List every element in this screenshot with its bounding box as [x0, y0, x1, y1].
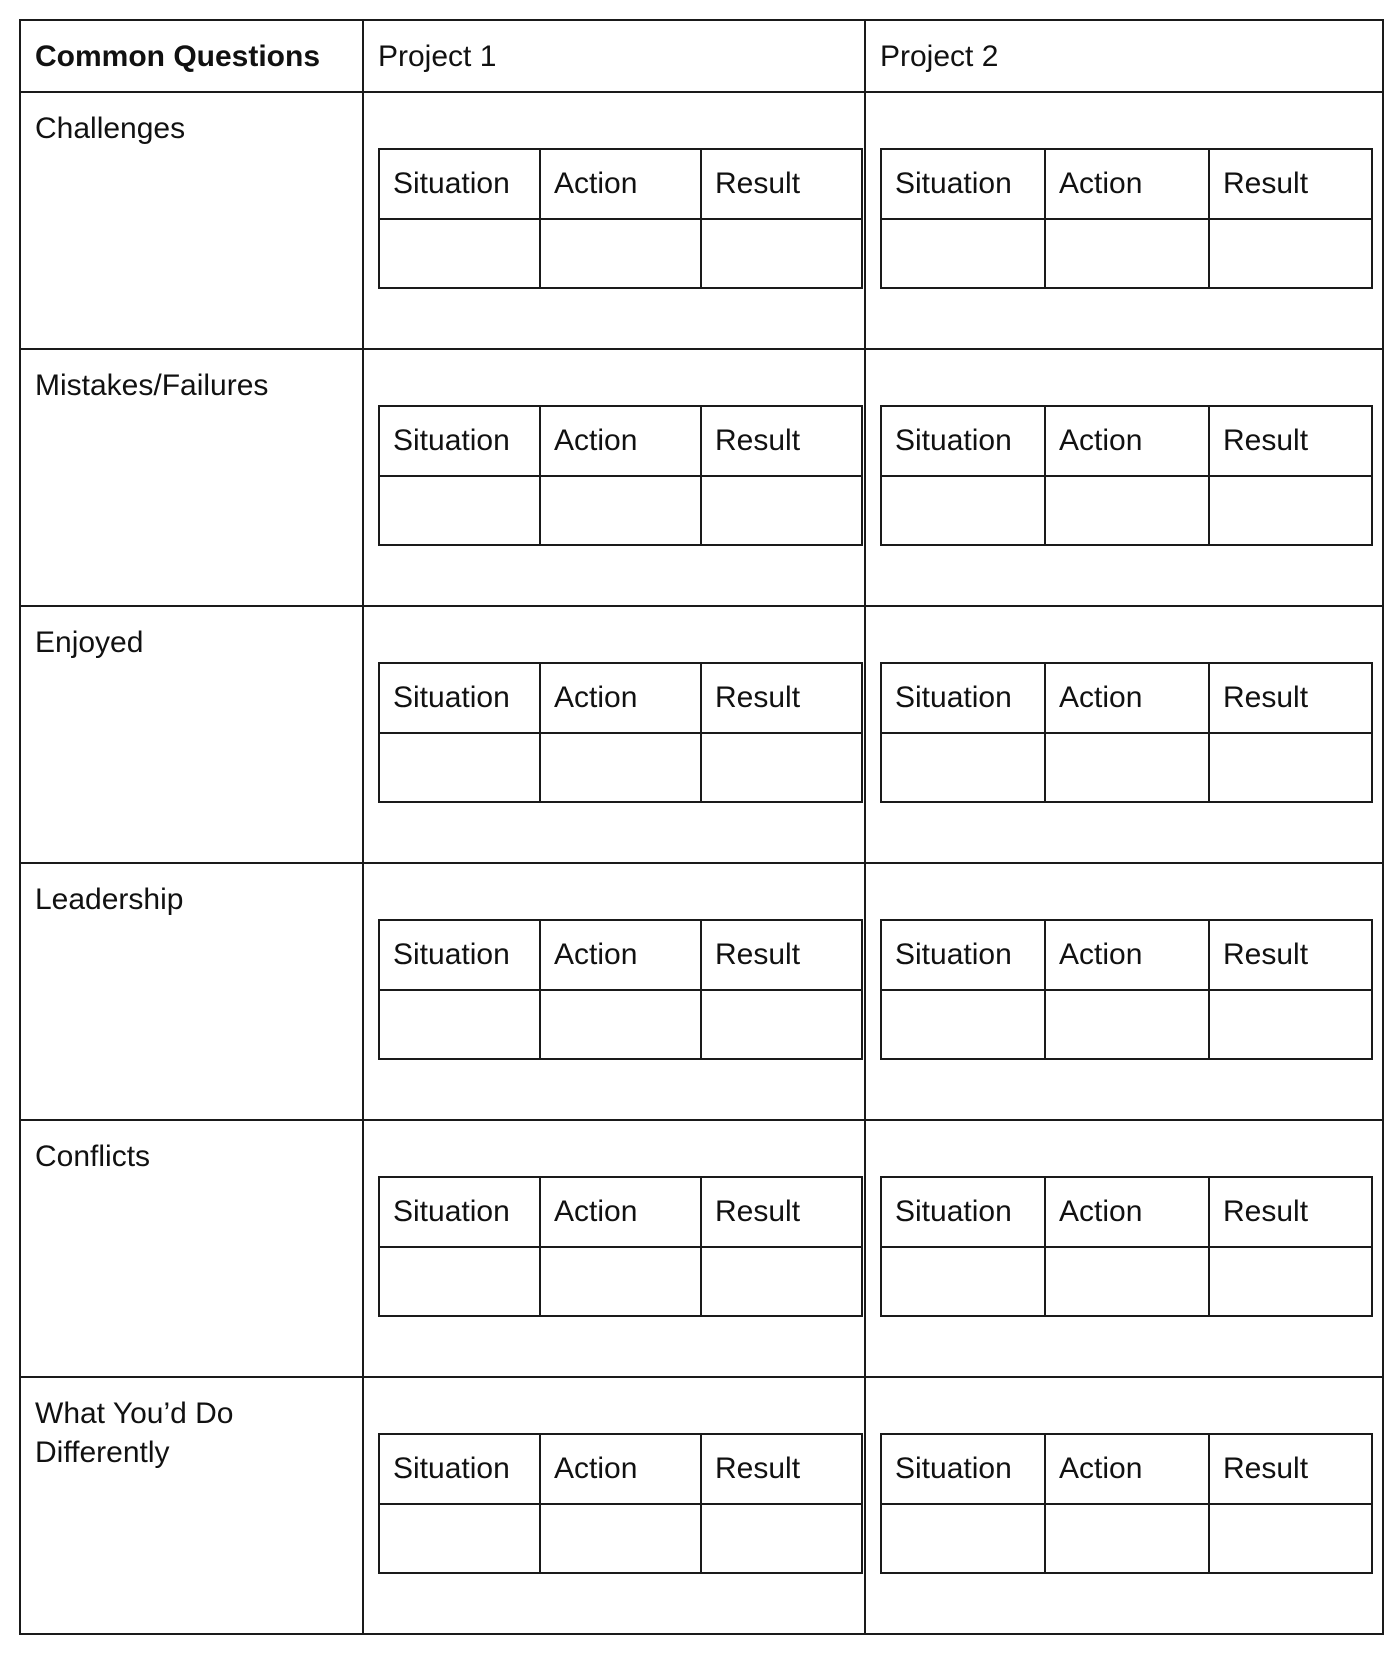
- result-answer-cell[interactable]: [701, 990, 862, 1059]
- star-answer-row: [379, 990, 862, 1059]
- star-header-row: [379, 1434, 862, 1504]
- situation-header: Situation: [379, 406, 540, 476]
- star-answer-row: [881, 219, 1372, 288]
- common-questions-table: [19, 19, 1384, 1635]
- result-header: Result: [1209, 406, 1372, 476]
- star-header-row: [881, 1177, 1372, 1247]
- question-label: What You’d Do Differently: [35, 1397, 234, 1469]
- question-row: [20, 1377, 1383, 1634]
- situation-header: Situation: [881, 149, 1045, 219]
- result-answer-cell[interactable]: [701, 733, 862, 802]
- questions-header-label: Common Questions: [35, 40, 321, 73]
- action-header: Action: [540, 406, 701, 476]
- project2-cell: [865, 606, 1383, 863]
- question-cell: [20, 92, 363, 349]
- result-header: Result: [701, 149, 862, 219]
- star-table: [880, 148, 1373, 289]
- question-row: [20, 863, 1383, 1120]
- situation-answer-cell[interactable]: [881, 1504, 1045, 1573]
- result-header: Result: [1209, 663, 1372, 733]
- result-answer-cell[interactable]: [701, 219, 862, 288]
- star-answer-row: [379, 1504, 862, 1573]
- question-row: [20, 1120, 1383, 1377]
- project2-cell: [865, 863, 1383, 1120]
- result-answer-cell[interactable]: [1209, 219, 1372, 288]
- situation-header: Situation: [379, 920, 540, 990]
- project1-header-cell: [363, 20, 865, 92]
- star-answer-row: [379, 219, 862, 288]
- action-header: Action: [540, 149, 701, 219]
- situation-answer-cell[interactable]: [379, 1504, 540, 1573]
- question-label: Conflicts: [35, 1140, 151, 1173]
- star-table: [880, 919, 1373, 1060]
- result-header: Result: [701, 406, 862, 476]
- action-header: Action: [540, 1177, 701, 1247]
- result-answer-cell[interactable]: [1209, 476, 1372, 545]
- project2-header-cell: [865, 20, 1383, 92]
- star-answer-row: [881, 1504, 1372, 1573]
- project1-cell: [363, 92, 865, 349]
- action-answer-cell[interactable]: [1045, 476, 1209, 545]
- star-table: [880, 662, 1373, 803]
- star-header-row: [379, 1177, 862, 1247]
- result-header: Result: [1209, 1434, 1372, 1504]
- header-row: [20, 20, 1383, 92]
- result-answer-cell[interactable]: [1209, 733, 1372, 802]
- situation-header: Situation: [379, 663, 540, 733]
- star-header-row: [379, 663, 862, 733]
- action-answer-cell[interactable]: [540, 990, 701, 1059]
- result-header: Result: [701, 1177, 862, 1247]
- project2-header-label: Project 2: [880, 40, 999, 73]
- situation-header: Situation: [881, 920, 1045, 990]
- action-answer-cell[interactable]: [1045, 733, 1209, 802]
- situation-answer-cell[interactable]: [379, 990, 540, 1059]
- situation-answer-cell[interactable]: [379, 476, 540, 545]
- situation-header: Situation: [881, 663, 1045, 733]
- star-header-row: [379, 406, 862, 476]
- project1-cell: [363, 1120, 865, 1377]
- question-cell: [20, 863, 363, 1120]
- action-header: Action: [1045, 920, 1209, 990]
- question-label: Challenges: [35, 112, 186, 145]
- action-answer-cell[interactable]: [540, 476, 701, 545]
- question-row: [20, 92, 1383, 349]
- result-header: Result: [701, 1434, 862, 1504]
- question-row: [20, 606, 1383, 863]
- result-answer-cell[interactable]: [701, 476, 862, 545]
- situation-answer-cell[interactable]: [379, 219, 540, 288]
- star-answer-row: [881, 990, 1372, 1059]
- project2-cell: [865, 349, 1383, 606]
- star-answer-row: [881, 733, 1372, 802]
- situation-header: Situation: [881, 406, 1045, 476]
- result-answer-cell[interactable]: [1209, 990, 1372, 1059]
- project2-cell: [865, 1120, 1383, 1377]
- question-cell: [20, 1377, 363, 1634]
- situation-header: Situation: [379, 1434, 540, 1504]
- situation-header: Situation: [379, 1177, 540, 1247]
- situation-header: Situation: [881, 1177, 1045, 1247]
- action-header: Action: [1045, 406, 1209, 476]
- project1-cell: [363, 606, 865, 863]
- star-table: [378, 1433, 863, 1574]
- project1-cell: [363, 349, 865, 606]
- result-header: Result: [1209, 920, 1372, 990]
- action-answer-cell[interactable]: [540, 1247, 701, 1316]
- action-answer-cell[interactable]: [1045, 219, 1209, 288]
- action-answer-cell[interactable]: [540, 1504, 701, 1573]
- result-answer-cell[interactable]: [701, 1504, 862, 1573]
- star-answer-row: [881, 1247, 1372, 1316]
- star-answer-row: [881, 476, 1372, 545]
- action-answer-cell[interactable]: [540, 733, 701, 802]
- star-table: [880, 1433, 1373, 1574]
- action-answer-cell[interactable]: [1045, 1247, 1209, 1316]
- action-header: Action: [1045, 1434, 1209, 1504]
- situation-answer-cell[interactable]: [379, 733, 540, 802]
- action-header: Action: [1045, 663, 1209, 733]
- star-table: [378, 662, 863, 803]
- star-header-row: [881, 663, 1372, 733]
- action-answer-cell[interactable]: [1045, 1504, 1209, 1573]
- situation-answer-cell[interactable]: [881, 733, 1045, 802]
- project2-cell: [865, 92, 1383, 349]
- situation-answer-cell[interactable]: [379, 1247, 540, 1316]
- question-label: Leadership: [35, 883, 184, 916]
- question-cell: [20, 1120, 363, 1377]
- situation-header: Situation: [881, 1434, 1045, 1504]
- star-answer-row: [379, 733, 862, 802]
- situation-answer-cell[interactable]: [881, 476, 1045, 545]
- questions-header-cell: [20, 20, 363, 92]
- action-header: Action: [1045, 149, 1209, 219]
- situation-answer-cell[interactable]: [881, 1247, 1045, 1316]
- star-header-row: [881, 1434, 1372, 1504]
- star-header-row: [881, 920, 1372, 990]
- action-header: Action: [540, 663, 701, 733]
- situation-answer-cell[interactable]: [881, 990, 1045, 1059]
- star-table: [378, 1176, 863, 1317]
- result-answer-cell[interactable]: [1209, 1504, 1372, 1573]
- result-header: Result: [1209, 1177, 1372, 1247]
- project2-cell: [865, 1377, 1383, 1634]
- result-header: Result: [701, 920, 862, 990]
- star-header-row: [881, 406, 1372, 476]
- question-row: [20, 349, 1383, 606]
- result-header: Result: [1209, 149, 1372, 219]
- star-header-row: [379, 920, 862, 990]
- project1-cell: [363, 1377, 865, 1634]
- result-answer-cell[interactable]: [701, 1247, 862, 1316]
- action-answer-cell[interactable]: [1045, 990, 1209, 1059]
- result-header: Result: [701, 663, 862, 733]
- star-header-row: [379, 149, 862, 219]
- star-header-row: [881, 149, 1372, 219]
- action-header: Action: [540, 1434, 701, 1504]
- star-answer-row: [379, 476, 862, 545]
- situation-header: Situation: [379, 149, 540, 219]
- question-cell: [20, 606, 363, 863]
- action-answer-cell[interactable]: [540, 219, 701, 288]
- star-answer-row: [379, 1247, 862, 1316]
- project1-cell: [363, 863, 865, 1120]
- star-table: [880, 1176, 1373, 1317]
- question-cell: [20, 349, 363, 606]
- situation-answer-cell[interactable]: [881, 219, 1045, 288]
- star-table: [378, 919, 863, 1060]
- question-label: Enjoyed: [35, 626, 144, 659]
- action-header: Action: [540, 920, 701, 990]
- question-label: Mistakes/Failures: [35, 369, 269, 402]
- star-table: [880, 405, 1373, 546]
- project1-header-label: Project 1: [378, 40, 497, 73]
- star-table: [378, 405, 863, 546]
- star-table: [378, 148, 863, 289]
- action-header: Action: [1045, 1177, 1209, 1247]
- result-answer-cell[interactable]: [1209, 1247, 1372, 1316]
